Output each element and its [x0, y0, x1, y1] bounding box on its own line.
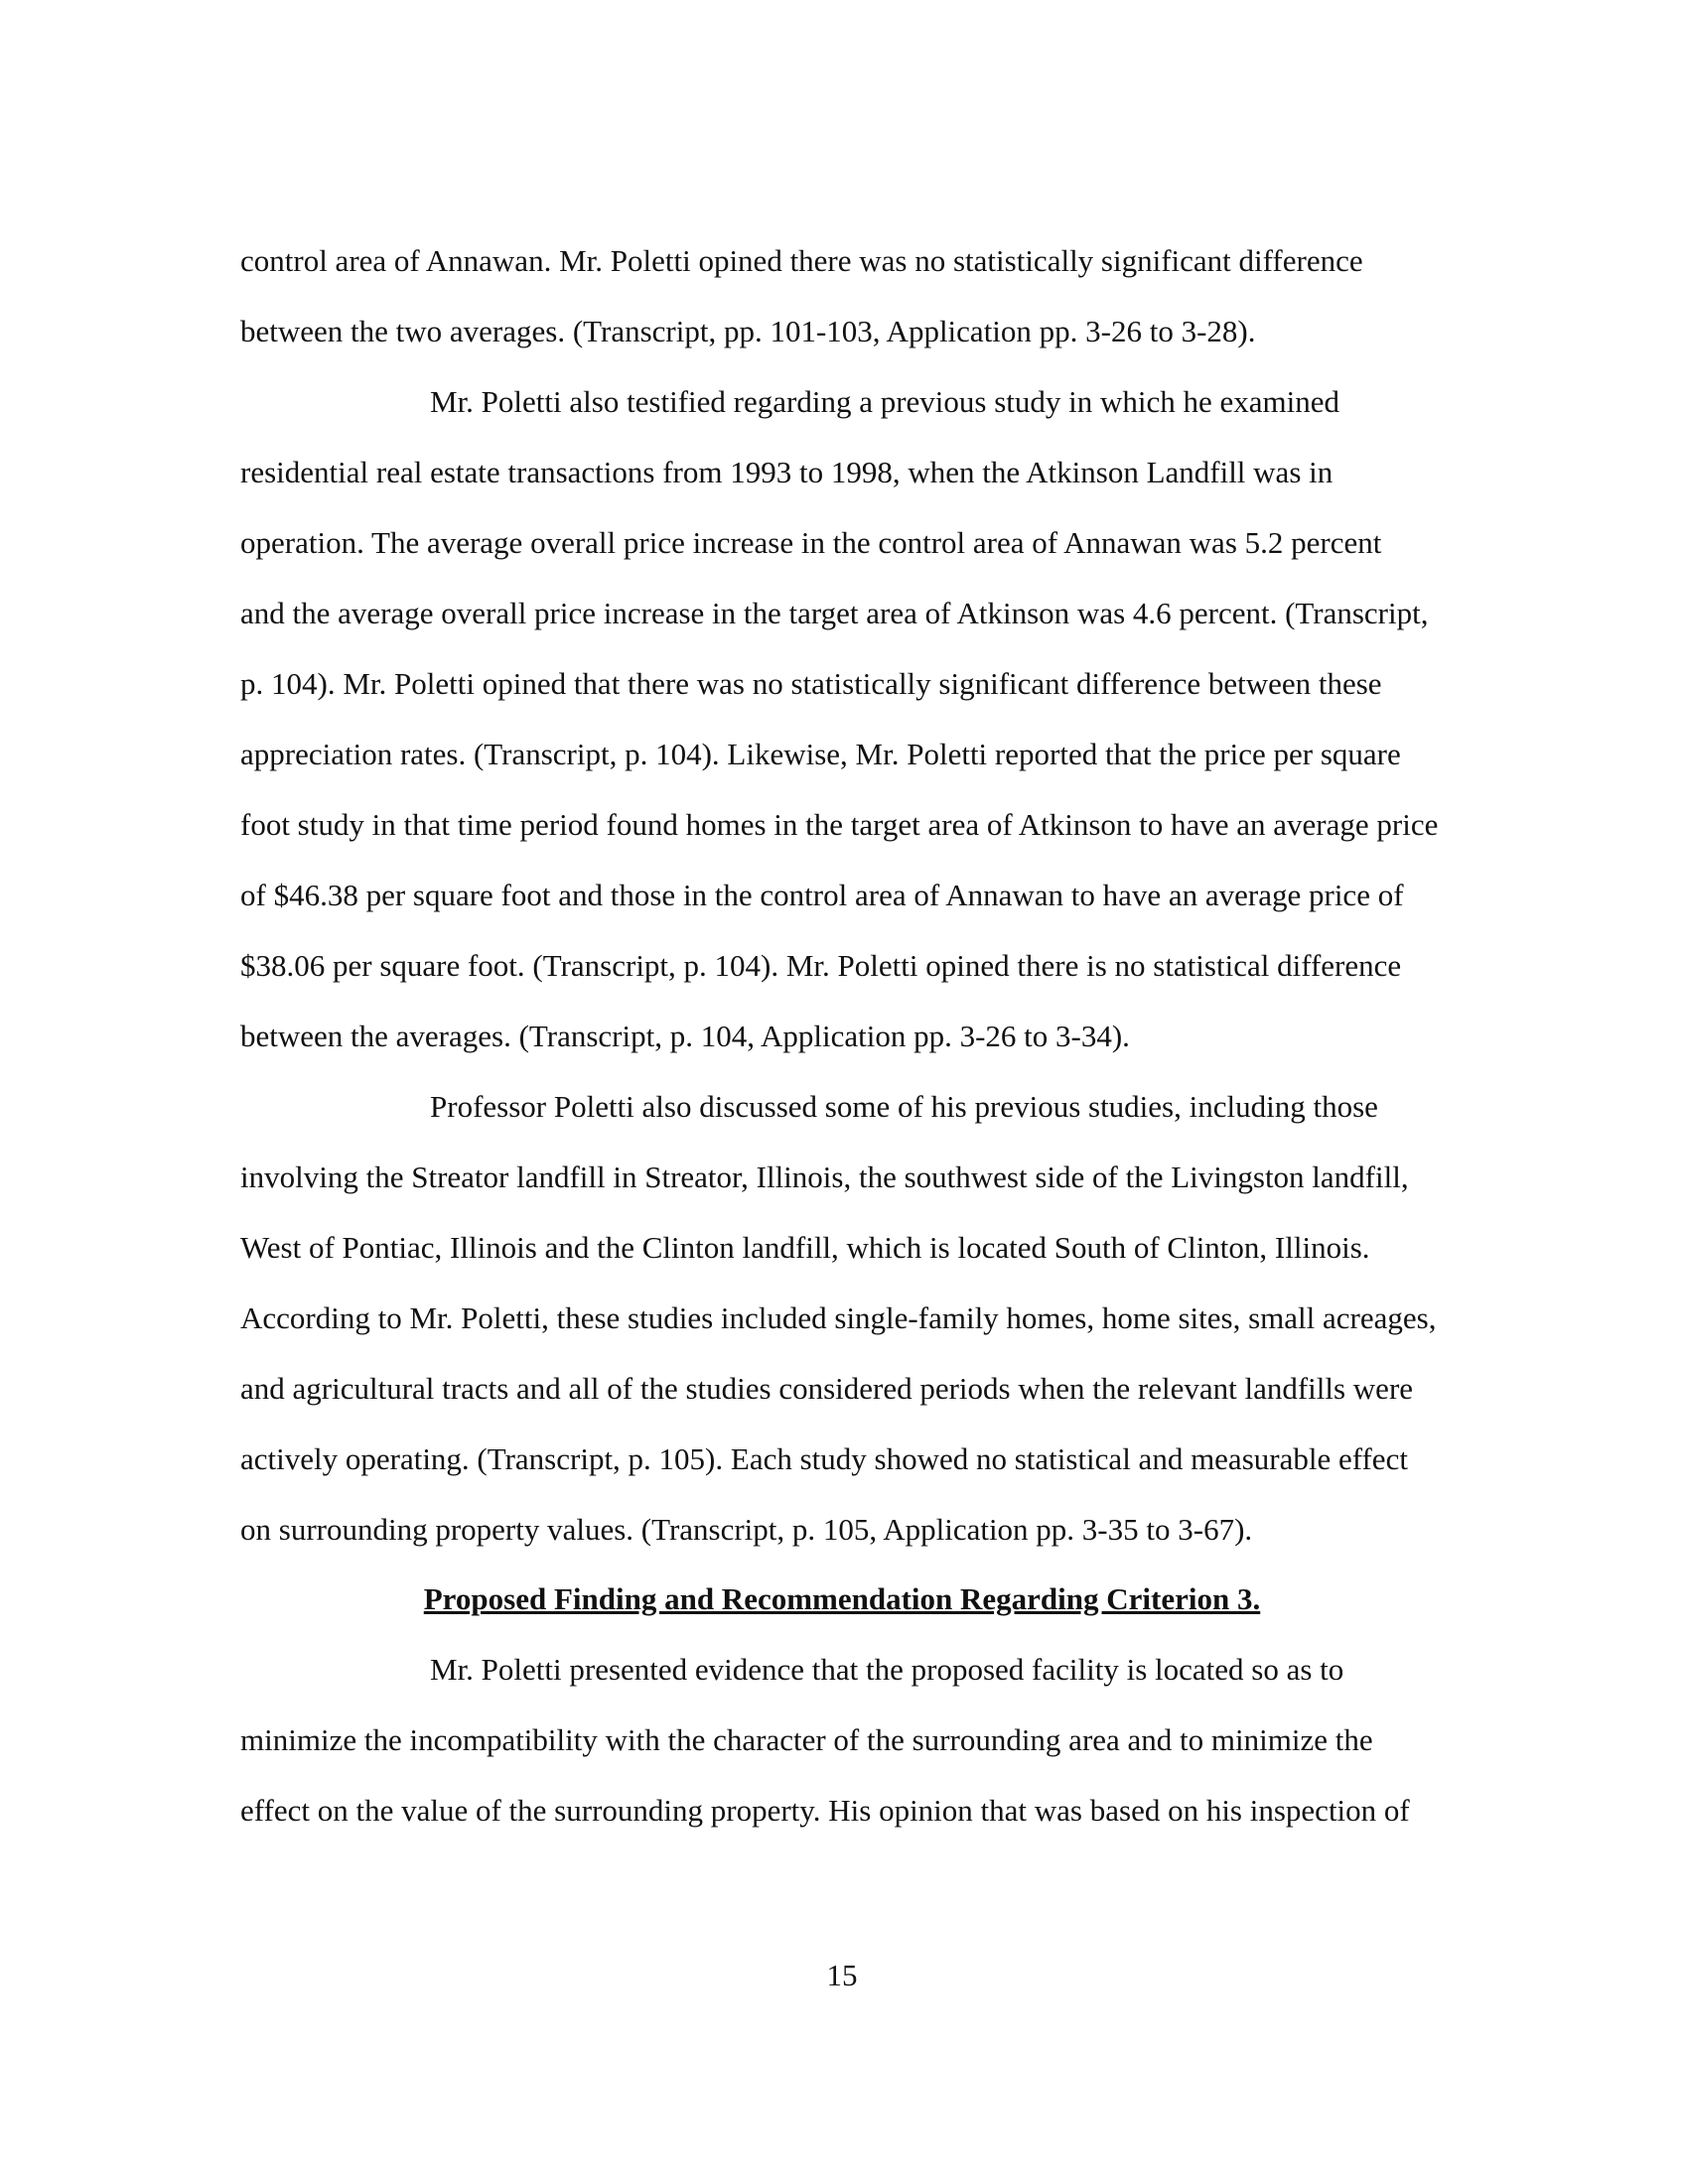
paragraph-first-line: Professor Poletti also discussed some of his previous studies, including those — [430, 1089, 1378, 1124]
body-text-line: appreciation rates. (Transcript, p. 104). Likewise, Mr. Poletti reported that the price per square — [240, 737, 1401, 771]
body-text-line: p. 104). Mr. Poletti opined that there was no statistically significant difference between these — [240, 666, 1382, 701]
body-text-line: involving the Streator landfill in Streator, Illinois, the southwest side of the Livingston landfill, — [240, 1160, 1409, 1194]
section-heading: Proposed Finding and Recommendation Regarding Criterion 3. — [423, 1581, 1261, 1616]
paragraph-first-line: Mr. Poletti also testified regarding a previous study in which he examined — [430, 384, 1340, 419]
body-text-line: on surrounding property values. (Transcript, p. 105, Application pp. 3-35 to 3-67). — [240, 1512, 1253, 1547]
body-text-line: between the two averages. (Transcript, pp. 101-103, Application pp. 3-26 to 3-28). — [240, 314, 1256, 348]
body-text-line: $38.06 per square foot. (Transcript, p. 104). Mr. Poletti opined there is no statistical difference — [240, 948, 1402, 983]
body-text-line: operation. The average overall price increase in the control area of Annawan was 5.2 percent — [240, 525, 1382, 560]
body-text-line: of $46.38 per square foot and those in the control area of Annawan to have an average price of — [240, 878, 1404, 912]
body-text-line: minimize the incompatibility with the character of the surrounding area and to minimize the — [240, 1722, 1373, 1757]
body-text-line: foot study in that time period found homes in the target area of Atkinson to have an average price — [240, 807, 1439, 842]
body-text-line: between the averages. (Transcript, p. 104, Application pp. 3-26 to 3-34). — [240, 1019, 1130, 1053]
body-text-line: According to Mr. Poletti, these studies included single-family homes, home sites, small acreages, — [240, 1300, 1437, 1335]
body-text-line: control area of Annawan. Mr. Poletti opined there was no statistically significant difference — [240, 243, 1363, 278]
body-text-line: effect on the value of the surrounding property. His opinion that was based on his inspection of — [240, 1793, 1410, 1828]
body-text-line: West of Pontiac, Illinois and the Clinton landfill, which is located South of Clinton, Illinois. — [240, 1230, 1370, 1265]
body-text-line: residential real estate transactions from 1993 to 1998, when the Atkinson Landfill was in — [240, 455, 1333, 489]
body-text-line: and agricultural tracts and all of the studies considered periods when the relevant landfills were — [240, 1371, 1414, 1406]
body-text-line: actively operating. (Transcript, p. 105). Each study showed no statistical and measurable effect — [240, 1441, 1408, 1476]
page-number: 15 — [826, 1958, 858, 1992]
paragraph-first-line: Mr. Poletti presented evidence that the proposed facility is located so as to — [430, 1652, 1344, 1687]
body-text-line: and the average overall price increase in the target area of Atkinson was 4.6 percent. (Transcript, — [240, 596, 1429, 630]
